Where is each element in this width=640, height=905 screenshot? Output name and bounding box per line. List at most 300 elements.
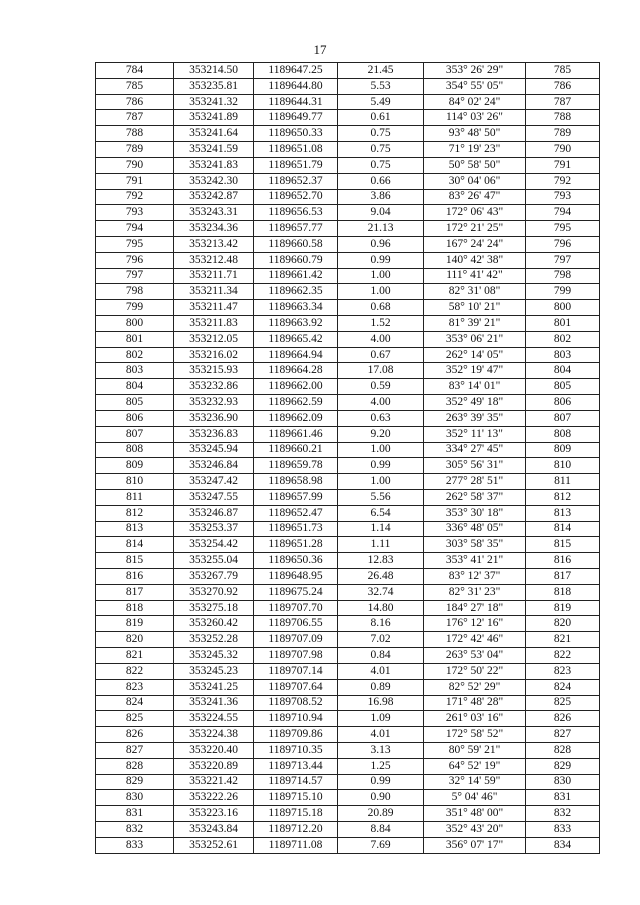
point-number-cell: 805	[96, 395, 174, 411]
point-number-cell: 830	[96, 790, 174, 806]
x-coordinate-cell: 353252.28	[174, 632, 254, 648]
x-coordinate-cell: 353270.92	[174, 584, 254, 600]
next-point-number-cell: 797	[526, 252, 600, 268]
x-coordinate-cell: 353236.83	[174, 426, 254, 442]
next-point-number-cell: 822	[526, 648, 600, 664]
table-row	[96, 679, 600, 695]
bearing-cell: 353° 30' 18"	[424, 505, 526, 521]
distance-cell: 1.14	[338, 521, 424, 537]
bearing-cell: 171° 48' 28"	[424, 695, 526, 711]
bearing-cell: 172° 06' 43"	[424, 205, 526, 221]
table-row	[96, 78, 600, 94]
y-coordinate-cell: 1189707.64	[254, 679, 338, 695]
x-coordinate-cell: 353242.87	[174, 189, 254, 205]
x-coordinate-cell: 353211.34	[174, 284, 254, 300]
table-row	[96, 458, 600, 474]
x-coordinate-cell: 353212.48	[174, 252, 254, 268]
table-row	[96, 489, 600, 505]
next-point-number-cell: 824	[526, 679, 600, 695]
bearing-cell: 263° 53' 04"	[424, 648, 526, 664]
x-coordinate-cell: 353212.05	[174, 331, 254, 347]
next-point-number-cell: 799	[526, 284, 600, 300]
point-number-cell: 801	[96, 331, 174, 347]
x-coordinate-cell: 353252.61	[174, 837, 254, 853]
y-coordinate-cell: 1189652.37	[254, 173, 338, 189]
x-coordinate-cell: 353216.02	[174, 347, 254, 363]
y-coordinate-cell: 1189665.42	[254, 331, 338, 347]
bearing-cell: 172° 21' 25"	[424, 221, 526, 237]
table-row	[96, 347, 600, 363]
bearing-cell: 80° 59' 21"	[424, 742, 526, 758]
bearing-cell: 172° 42' 46"	[424, 632, 526, 648]
point-number-cell: 809	[96, 458, 174, 474]
distance-cell: 1.25	[338, 758, 424, 774]
point-number-cell: 803	[96, 363, 174, 379]
distance-cell: 4.01	[338, 663, 424, 679]
y-coordinate-cell: 1189652.70	[254, 189, 338, 205]
x-coordinate-cell: 353255.04	[174, 553, 254, 569]
y-coordinate-cell: 1189647.25	[254, 63, 338, 79]
table-row	[96, 505, 600, 521]
distance-cell: 32.74	[338, 584, 424, 600]
x-coordinate-cell: 353222.26	[174, 790, 254, 806]
point-number-cell: 797	[96, 268, 174, 284]
bearing-cell: 261° 03' 16"	[424, 711, 526, 727]
distance-cell: 8.84	[338, 822, 424, 838]
y-coordinate-cell: 1189662.09	[254, 410, 338, 426]
y-coordinate-cell: 1189713.44	[254, 758, 338, 774]
distance-cell: 9.04	[338, 205, 424, 221]
y-coordinate-cell: 1189648.95	[254, 569, 338, 585]
coordinates-table	[95, 62, 600, 854]
bearing-cell: 334° 27' 45"	[424, 442, 526, 458]
point-number-cell: 793	[96, 205, 174, 221]
table-row	[96, 521, 600, 537]
next-point-number-cell: 787	[526, 94, 600, 110]
next-point-number-cell: 801	[526, 316, 600, 332]
table-row	[96, 806, 600, 822]
next-point-number-cell: 788	[526, 110, 600, 126]
next-point-number-cell: 825	[526, 695, 600, 711]
distance-cell: 21.45	[338, 63, 424, 79]
next-point-number-cell: 812	[526, 489, 600, 505]
x-coordinate-cell: 353245.94	[174, 442, 254, 458]
next-point-number-cell: 798	[526, 268, 600, 284]
next-point-number-cell: 792	[526, 173, 600, 189]
y-coordinate-cell: 1189644.31	[254, 94, 338, 110]
distance-cell: 0.96	[338, 236, 424, 252]
bearing-cell: 305° 56' 31"	[424, 458, 526, 474]
x-coordinate-cell: 353234.36	[174, 221, 254, 237]
point-number-cell: 812	[96, 505, 174, 521]
table-row	[96, 600, 600, 616]
point-number-cell: 821	[96, 648, 174, 664]
point-number-cell: 832	[96, 822, 174, 838]
y-coordinate-cell: 1189660.79	[254, 252, 338, 268]
y-coordinate-cell: 1189712.20	[254, 822, 338, 838]
table-row	[96, 94, 600, 110]
y-coordinate-cell: 1189662.00	[254, 379, 338, 395]
distance-cell: 1.00	[338, 442, 424, 458]
x-coordinate-cell: 353243.84	[174, 822, 254, 838]
distance-cell: 7.69	[338, 837, 424, 853]
table-row	[96, 268, 600, 284]
next-point-number-cell: 802	[526, 331, 600, 347]
table-row	[96, 157, 600, 173]
y-coordinate-cell: 1189707.70	[254, 600, 338, 616]
y-coordinate-cell: 1189659.78	[254, 458, 338, 474]
y-coordinate-cell: 1189711.08	[254, 837, 338, 853]
distance-cell: 0.90	[338, 790, 424, 806]
table-row	[96, 790, 600, 806]
distance-cell: 0.99	[338, 774, 424, 790]
y-coordinate-cell: 1189651.28	[254, 537, 338, 553]
x-coordinate-cell: 353245.23	[174, 663, 254, 679]
table-row	[96, 379, 600, 395]
y-coordinate-cell: 1189652.47	[254, 505, 338, 521]
y-coordinate-cell: 1189708.52	[254, 695, 338, 711]
bearing-cell: 351° 48' 00"	[424, 806, 526, 822]
distance-cell: 1.00	[338, 474, 424, 490]
point-number-cell: 788	[96, 126, 174, 142]
point-number-cell: 802	[96, 347, 174, 363]
y-coordinate-cell: 1189658.98	[254, 474, 338, 490]
x-coordinate-cell: 353221.42	[174, 774, 254, 790]
coordinates-table-body	[96, 63, 600, 854]
next-point-number-cell: 829	[526, 758, 600, 774]
point-number-cell: 794	[96, 221, 174, 237]
next-point-number-cell: 818	[526, 584, 600, 600]
table-row	[96, 442, 600, 458]
distance-cell: 0.75	[338, 157, 424, 173]
x-coordinate-cell: 353224.38	[174, 727, 254, 743]
table-row	[96, 331, 600, 347]
table-row	[96, 205, 600, 221]
table-row	[96, 822, 600, 838]
distance-cell: 0.63	[338, 410, 424, 426]
distance-cell: 1.52	[338, 316, 424, 332]
bearing-cell: 336° 48' 05"	[424, 521, 526, 537]
point-number-cell: 816	[96, 569, 174, 585]
bearing-cell: 172° 50' 22"	[424, 663, 526, 679]
next-point-number-cell: 793	[526, 189, 600, 205]
next-point-number-cell: 795	[526, 221, 600, 237]
y-coordinate-cell: 1189715.18	[254, 806, 338, 822]
next-point-number-cell: 820	[526, 616, 600, 632]
table-row	[96, 553, 600, 569]
next-point-number-cell: 817	[526, 569, 600, 585]
y-coordinate-cell: 1189707.14	[254, 663, 338, 679]
distance-cell: 21.13	[338, 221, 424, 237]
next-point-number-cell: 808	[526, 426, 600, 442]
distance-cell: 0.61	[338, 110, 424, 126]
next-point-number-cell: 785	[526, 63, 600, 79]
x-coordinate-cell: 353241.32	[174, 94, 254, 110]
table-row	[96, 284, 600, 300]
next-point-number-cell: 819	[526, 600, 600, 616]
table-row	[96, 221, 600, 237]
distance-cell: 0.75	[338, 142, 424, 158]
distance-cell: 4.01	[338, 727, 424, 743]
distance-cell: 20.89	[338, 806, 424, 822]
x-coordinate-cell: 353241.89	[174, 110, 254, 126]
x-coordinate-cell: 353242.30	[174, 173, 254, 189]
bearing-cell: 30° 04' 06"	[424, 173, 526, 189]
point-number-cell: 824	[96, 695, 174, 711]
table-row	[96, 616, 600, 632]
bearing-cell: 111° 41' 42"	[424, 268, 526, 284]
next-point-number-cell: 830	[526, 774, 600, 790]
point-number-cell: 813	[96, 521, 174, 537]
point-number-cell: 818	[96, 600, 174, 616]
next-point-number-cell: 803	[526, 347, 600, 363]
table-row	[96, 110, 600, 126]
y-coordinate-cell: 1189662.59	[254, 395, 338, 411]
bearing-cell: 262° 14' 05"	[424, 347, 526, 363]
table-row	[96, 632, 600, 648]
y-coordinate-cell: 1189664.94	[254, 347, 338, 363]
distance-cell: 14.80	[338, 600, 424, 616]
distance-cell: 3.86	[338, 189, 424, 205]
next-point-number-cell: 834	[526, 837, 600, 853]
x-coordinate-cell: 353247.42	[174, 474, 254, 490]
y-coordinate-cell: 1189715.10	[254, 790, 338, 806]
table-row	[96, 648, 600, 664]
x-coordinate-cell: 353235.81	[174, 78, 254, 94]
distance-cell: 5.53	[338, 78, 424, 94]
bearing-cell: 83° 26' 47"	[424, 189, 526, 205]
y-coordinate-cell: 1189661.42	[254, 268, 338, 284]
point-number-cell: 810	[96, 474, 174, 490]
x-coordinate-cell: 353215.93	[174, 363, 254, 379]
bearing-cell: 64° 52' 19"	[424, 758, 526, 774]
y-coordinate-cell: 1189651.08	[254, 142, 338, 158]
y-coordinate-cell: 1189707.09	[254, 632, 338, 648]
distance-cell: 4.00	[338, 331, 424, 347]
y-coordinate-cell: 1189650.36	[254, 553, 338, 569]
bearing-cell: 82° 31' 23"	[424, 584, 526, 600]
y-coordinate-cell: 1189710.35	[254, 742, 338, 758]
table-row	[96, 695, 600, 711]
point-number-cell: 790	[96, 157, 174, 173]
distance-cell: 1.00	[338, 268, 424, 284]
bearing-cell: 93° 48' 50"	[424, 126, 526, 142]
bearing-cell: 5° 04' 46"	[424, 790, 526, 806]
next-point-number-cell: 826	[526, 711, 600, 727]
distance-cell: 0.89	[338, 679, 424, 695]
next-point-number-cell: 831	[526, 790, 600, 806]
x-coordinate-cell: 353236.90	[174, 410, 254, 426]
point-number-cell: 814	[96, 537, 174, 553]
point-number-cell: 791	[96, 173, 174, 189]
next-point-number-cell: 786	[526, 78, 600, 94]
distance-cell: 1.09	[338, 711, 424, 727]
table-row	[96, 537, 600, 553]
x-coordinate-cell: 353247.55	[174, 489, 254, 505]
y-coordinate-cell: 1189656.53	[254, 205, 338, 221]
table-row	[96, 758, 600, 774]
distance-cell: 1.11	[338, 537, 424, 553]
next-point-number-cell: 828	[526, 742, 600, 758]
point-number-cell: 785	[96, 78, 174, 94]
x-coordinate-cell: 353211.71	[174, 268, 254, 284]
point-number-cell: 815	[96, 553, 174, 569]
y-coordinate-cell: 1189706.55	[254, 616, 338, 632]
point-number-cell: 795	[96, 236, 174, 252]
bearing-cell: 83° 14' 01"	[424, 379, 526, 395]
point-number-cell: 806	[96, 410, 174, 426]
point-number-cell: 811	[96, 489, 174, 505]
table-row	[96, 742, 600, 758]
table-row	[96, 363, 600, 379]
point-number-cell: 784	[96, 63, 174, 79]
table-row	[96, 142, 600, 158]
distance-cell: 26.48	[338, 569, 424, 585]
next-point-number-cell: 794	[526, 205, 600, 221]
point-number-cell: 825	[96, 711, 174, 727]
x-coordinate-cell: 353214.50	[174, 63, 254, 79]
distance-cell: 5.49	[338, 94, 424, 110]
point-number-cell: 789	[96, 142, 174, 158]
next-point-number-cell: 814	[526, 521, 600, 537]
point-number-cell: 820	[96, 632, 174, 648]
distance-cell: 8.16	[338, 616, 424, 632]
table-row	[96, 395, 600, 411]
bearing-cell: 353° 06' 21"	[424, 331, 526, 347]
bearing-cell: 352° 19' 47"	[424, 363, 526, 379]
y-coordinate-cell: 1189710.94	[254, 711, 338, 727]
table-row	[96, 236, 600, 252]
point-number-cell: 787	[96, 110, 174, 126]
table-row	[96, 727, 600, 743]
bearing-cell: 83° 12' 37"	[424, 569, 526, 585]
x-coordinate-cell: 353213.42	[174, 236, 254, 252]
next-point-number-cell: 789	[526, 126, 600, 142]
y-coordinate-cell: 1189661.46	[254, 426, 338, 442]
bearing-cell: 263° 39' 35"	[424, 410, 526, 426]
y-coordinate-cell: 1189651.79	[254, 157, 338, 173]
bearing-cell: 82° 31' 08"	[424, 284, 526, 300]
x-coordinate-cell: 353246.84	[174, 458, 254, 474]
bearing-cell: 354° 55' 05"	[424, 78, 526, 94]
table-row	[96, 584, 600, 600]
bearing-cell: 184° 27' 18"	[424, 600, 526, 616]
x-coordinate-cell: 353275.18	[174, 600, 254, 616]
next-point-number-cell: 790	[526, 142, 600, 158]
point-number-cell: 827	[96, 742, 174, 758]
next-point-number-cell: 791	[526, 157, 600, 173]
point-number-cell: 808	[96, 442, 174, 458]
next-point-number-cell: 815	[526, 537, 600, 553]
bearing-cell: 176° 12' 16"	[424, 616, 526, 632]
bearing-cell: 353° 26' 29"	[424, 63, 526, 79]
next-point-number-cell: 833	[526, 822, 600, 838]
distance-cell: 0.68	[338, 300, 424, 316]
x-coordinate-cell: 353220.40	[174, 742, 254, 758]
bearing-cell: 167° 24' 24"	[424, 236, 526, 252]
distance-cell: 0.84	[338, 648, 424, 664]
y-coordinate-cell: 1189660.58	[254, 236, 338, 252]
next-point-number-cell: 796	[526, 236, 600, 252]
next-point-number-cell: 809	[526, 442, 600, 458]
next-point-number-cell: 813	[526, 505, 600, 521]
x-coordinate-cell: 353243.31	[174, 205, 254, 221]
point-number-cell: 804	[96, 379, 174, 395]
table-row	[96, 474, 600, 490]
bearing-cell: 356° 07' 17"	[424, 837, 526, 853]
x-coordinate-cell: 353211.83	[174, 316, 254, 332]
point-number-cell: 823	[96, 679, 174, 695]
y-coordinate-cell: 1189709.86	[254, 727, 338, 743]
x-coordinate-cell: 353224.55	[174, 711, 254, 727]
distance-cell: 9.20	[338, 426, 424, 442]
next-point-number-cell: 804	[526, 363, 600, 379]
x-coordinate-cell: 353245.32	[174, 648, 254, 664]
point-number-cell: 799	[96, 300, 174, 316]
y-coordinate-cell: 1189663.34	[254, 300, 338, 316]
point-number-cell: 826	[96, 727, 174, 743]
x-coordinate-cell: 353220.89	[174, 758, 254, 774]
table-row	[96, 837, 600, 853]
point-number-cell: 817	[96, 584, 174, 600]
bearing-cell: 172° 58' 52"	[424, 727, 526, 743]
y-coordinate-cell: 1189651.73	[254, 521, 338, 537]
bearing-cell: 81° 39' 21"	[424, 316, 526, 332]
bearing-cell: 32° 14' 59"	[424, 774, 526, 790]
x-coordinate-cell: 353241.59	[174, 142, 254, 158]
y-coordinate-cell: 1189650.33	[254, 126, 338, 142]
point-number-cell: 786	[96, 94, 174, 110]
next-point-number-cell: 806	[526, 395, 600, 411]
y-coordinate-cell: 1189660.21	[254, 442, 338, 458]
point-number-cell: 828	[96, 758, 174, 774]
table-row	[96, 569, 600, 585]
bearing-cell: 58° 10' 21"	[424, 300, 526, 316]
distance-cell: 0.99	[338, 252, 424, 268]
bearing-cell: 277° 28' 51"	[424, 474, 526, 490]
y-coordinate-cell: 1189657.77	[254, 221, 338, 237]
y-coordinate-cell: 1189657.99	[254, 489, 338, 505]
y-coordinate-cell: 1189664.28	[254, 363, 338, 379]
distance-cell: 16.98	[338, 695, 424, 711]
bearing-cell: 84° 02' 24"	[424, 94, 526, 110]
point-number-cell: 822	[96, 663, 174, 679]
x-coordinate-cell: 353241.83	[174, 157, 254, 173]
point-number-cell: 833	[96, 837, 174, 853]
table-row	[96, 426, 600, 442]
page-number: 17	[313, 42, 327, 57]
y-coordinate-cell: 1189644.80	[254, 78, 338, 94]
point-number-cell: 831	[96, 806, 174, 822]
bearing-cell: 303° 58' 35"	[424, 537, 526, 553]
next-point-number-cell: 800	[526, 300, 600, 316]
table-row	[96, 173, 600, 189]
x-coordinate-cell: 353267.79	[174, 569, 254, 585]
table-row	[96, 316, 600, 332]
bearing-cell: 71° 19' 23"	[424, 142, 526, 158]
bearing-cell: 352° 43' 20"	[424, 822, 526, 838]
x-coordinate-cell: 353254.42	[174, 537, 254, 553]
x-coordinate-cell: 353241.25	[174, 679, 254, 695]
next-point-number-cell: 832	[526, 806, 600, 822]
y-coordinate-cell: 1189663.92	[254, 316, 338, 332]
point-number-cell: 792	[96, 189, 174, 205]
point-number-cell: 796	[96, 252, 174, 268]
point-number-cell: 829	[96, 774, 174, 790]
distance-cell: 0.59	[338, 379, 424, 395]
table-row	[96, 189, 600, 205]
x-coordinate-cell: 353232.93	[174, 395, 254, 411]
